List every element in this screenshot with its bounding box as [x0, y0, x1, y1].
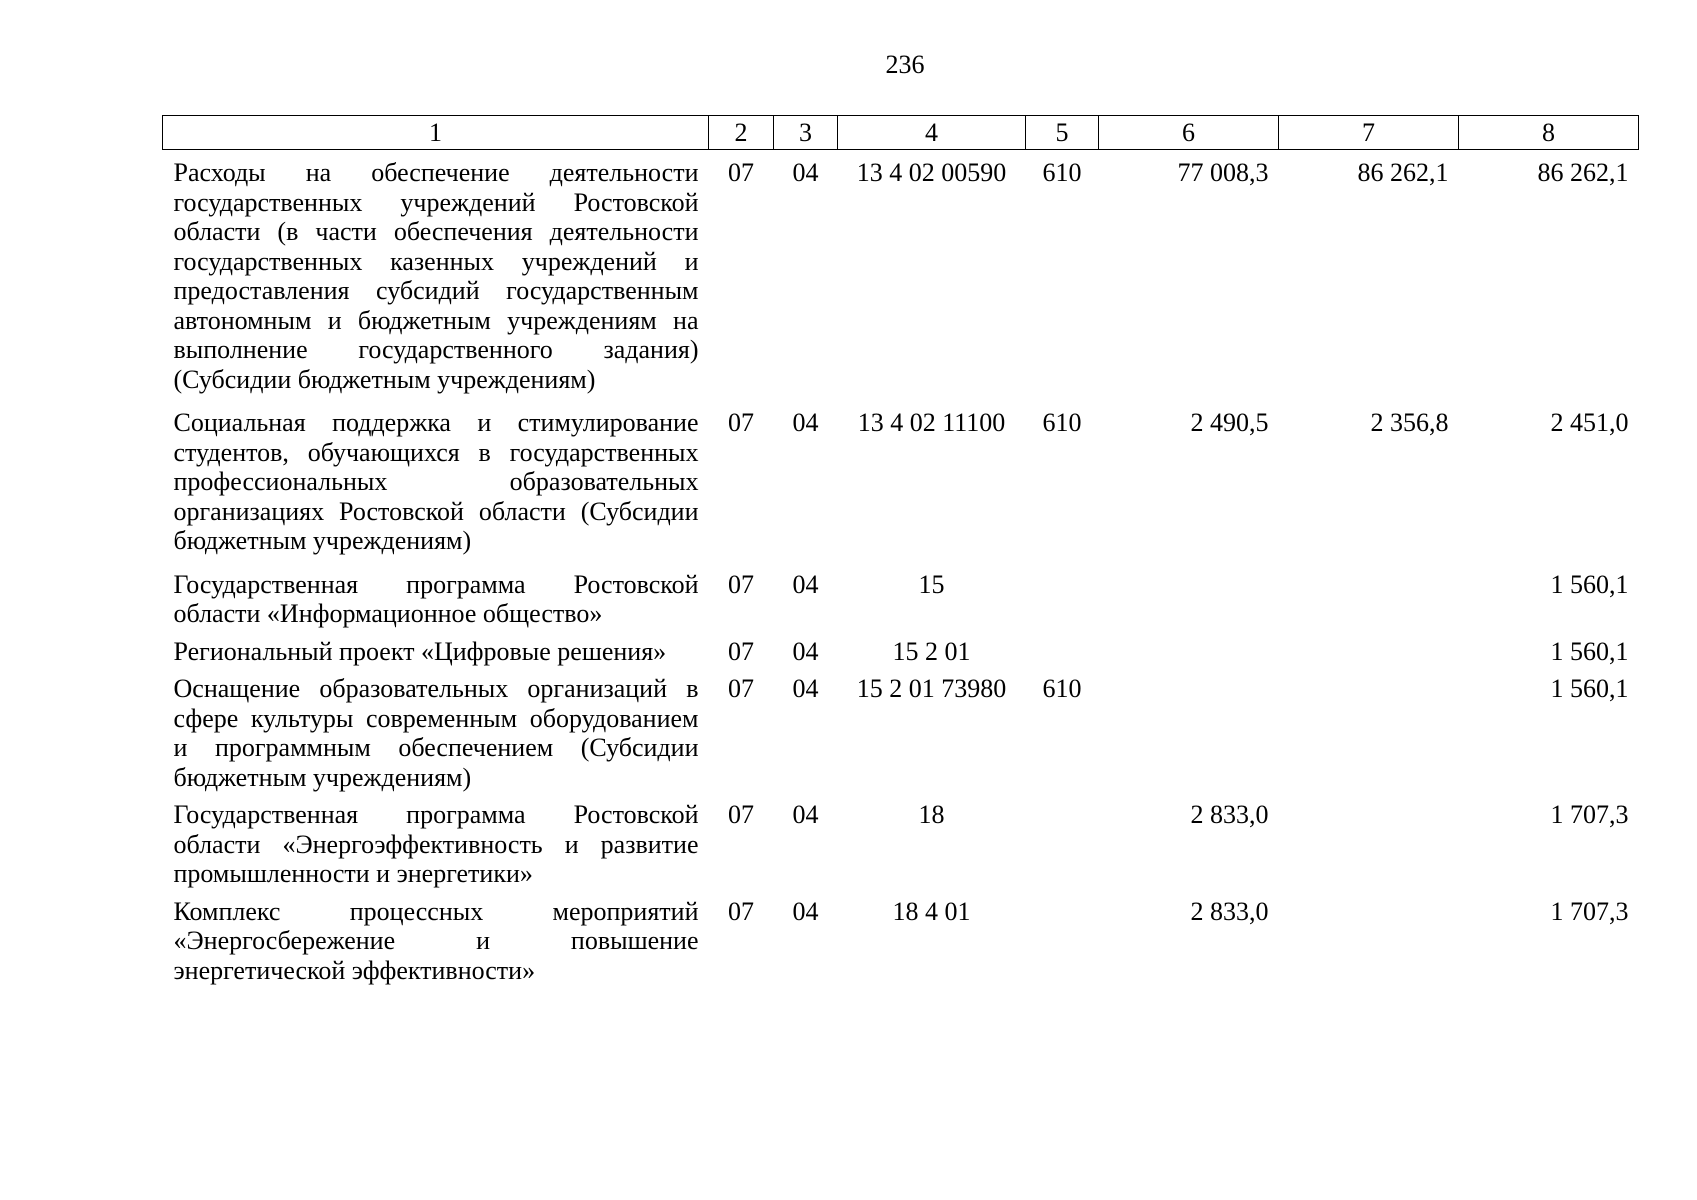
row-target-code: 13 4 02 00590 — [856, 158, 1007, 187]
row-expense-type-code — [1026, 562, 1099, 629]
row-amount-col8: 2 451,0 — [1550, 408, 1629, 437]
table-row — [163, 400, 1639, 562]
row-target-code: 15 2 01 — [892, 636, 971, 666]
row-amount-col7 — [1279, 666, 1459, 792]
row-name: Региональный проект «Цифровые решения» — [173, 636, 667, 666]
row-expense-type-code: 610 — [1042, 674, 1082, 703]
row-amount-col6 — [1099, 666, 1279, 792]
row-amount-col6: 77 008,3 — [1177, 158, 1269, 187]
row-amount-col7 — [1279, 889, 1459, 986]
row-subsection-code: 04 — [792, 569, 819, 599]
row-subsection-code: 04 — [792, 674, 819, 703]
column-header: 6 — [1099, 116, 1279, 150]
row-amount-col6 — [1099, 629, 1279, 667]
row-amount-col7 — [1279, 562, 1459, 629]
row-expense-type-code — [1026, 792, 1099, 889]
table-row — [163, 889, 1639, 986]
row-name: Государственная программа Ростовской области «Информационное общество» — [173, 569, 699, 628]
row-name: Государственная программа Ростовской области «Энергоэффективность и развитие промышленности и энергетики» — [173, 800, 699, 888]
row-section-code: 07 — [728, 569, 754, 599]
column-header: 4 — [838, 116, 1026, 150]
row-amount-col7 — [1279, 792, 1459, 889]
row-target-code: 18 4 01 — [892, 896, 971, 926]
row-section-code: 07 — [728, 158, 754, 187]
row-section-code: 07 — [728, 896, 754, 926]
row-amount-col7 — [1279, 629, 1459, 667]
table-row — [163, 666, 1639, 792]
table-row — [163, 629, 1639, 667]
row-amount-col7: 86 262,1 — [1357, 158, 1449, 187]
row-target-code: 18 — [918, 800, 945, 829]
row-target-code: 15 — [918, 569, 945, 599]
table-row — [163, 792, 1639, 889]
table-row — [163, 562, 1639, 629]
row-target-code: 13 4 02 11100 — [857, 408, 1006, 437]
row-name: Социальная поддержка и стимулирование студентов, обучающихся в государственных профессиональных образовательных организациях Ростовской области (Субсидии бюджетным учреждениям) — [173, 408, 699, 555]
page-number: 236 — [885, 50, 925, 79]
row-subsection-code: 04 — [792, 800, 819, 829]
table-row — [163, 150, 1639, 401]
column-header: 1 — [163, 116, 709, 150]
column-header: 7 — [1279, 116, 1459, 150]
row-section-code: 07 — [728, 674, 754, 703]
row-amount-col6: 2 833,0 — [1190, 800, 1269, 829]
row-subsection-code: 04 — [792, 158, 819, 187]
row-amount-col6 — [1099, 562, 1279, 629]
row-name: Расходы на обеспечение деятельности государственных учреждений Ростовской области (в части обеспечения деятельности государственных казенных учреждений и предоставления субсидий государственным автономным и бюджетным учреждениям на выполнение государственного задания) (Субсидии бюджетным учреждениям) — [173, 158, 699, 394]
column-header: 3 — [774, 116, 838, 150]
row-subsection-code: 04 — [792, 896, 819, 926]
row-amount-col8: 1 707,3 — [1550, 800, 1629, 829]
budget-table — [162, 115, 1639, 985]
column-header: 8 — [1459, 116, 1639, 150]
row-subsection-code: 04 — [792, 408, 819, 437]
row-section-code: 07 — [728, 636, 754, 666]
row-amount-col8: 1 560,1 — [1550, 636, 1629, 666]
table-header-row — [163, 116, 1639, 150]
row-expense-type-code: 610 — [1042, 408, 1082, 437]
row-amount-col6: 2 490,5 — [1190, 408, 1269, 437]
row-expense-type-code — [1026, 629, 1099, 667]
row-target-code: 15 2 01 73980 — [856, 674, 1007, 703]
row-amount-col8: 1 707,3 — [1550, 896, 1629, 926]
row-section-code: 07 — [728, 800, 754, 829]
row-amount-col8: 1 560,1 — [1550, 674, 1629, 703]
row-expense-type-code: 610 — [1042, 158, 1082, 187]
column-header: 5 — [1026, 116, 1099, 150]
row-amount-col8: 1 560,1 — [1550, 569, 1629, 599]
row-name: Комплекс процессных мероприятий «Энергосбережение и повышение энергетической эффективности» — [173, 896, 699, 985]
row-section-code: 07 — [728, 408, 754, 437]
column-header: 2 — [709, 116, 774, 150]
row-expense-type-code — [1026, 889, 1099, 986]
row-amount-col7: 2 356,8 — [1370, 408, 1449, 437]
row-subsection-code: 04 — [792, 636, 819, 666]
row-name: Оснащение образовательных организаций в сфере культуры современным оборудованием и программным обеспечением (Субсидии бюджетным учреждениям) — [173, 674, 699, 792]
row-amount-col8: 86 262,1 — [1537, 158, 1629, 187]
row-amount-col6: 2 833,0 — [1190, 896, 1269, 926]
